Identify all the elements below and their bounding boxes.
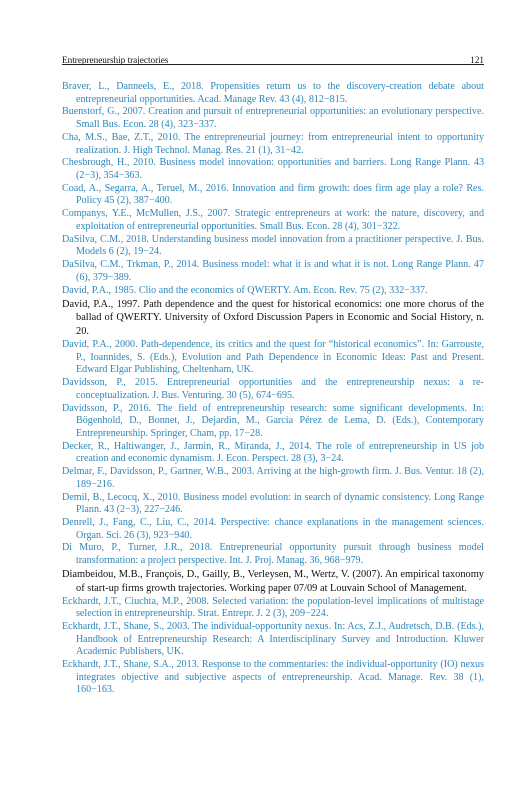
reference-entry-link[interactable]: Eckhardt, J.T., Shane, S.A., 2013. Response to the commentaries: the individual-opportunity (IO) nexus integrates objective and subjective aspects of entrepreneurship. Acad. Manage. Rev. 38 (1), 160−163. [62, 659, 484, 696]
reference-entry-link[interactable]: Denrell, J., Fang, C., Liu, C., 2014. Perspective: chance explanations in the management sciences. Organ. Sci. 26 (3), 923−940. [62, 516, 484, 541]
reference-entry-link[interactable]: Decker, R., Haltiwanger, J., Jarmin, R., Miranda, J., 2014. The role of entrepreneurship in US job creation and economic dynamism. J. Econ. Perspect. 28 (3), 3−24. [62, 440, 484, 465]
running-title: Entrepreneurship trajectories [62, 55, 169, 65]
running-header [62, 49, 484, 65]
header-rule [62, 64, 484, 65]
reference-entry-link[interactable]: Delmar, F., Davidsson, P., Gartner, W.B., 2003. Arriving at the high-growth firm. J. Bus. Ventur. 18 (2), 189−216. [62, 466, 484, 490]
reference-entry-link[interactable]: Demil, B., Lecocq, X., 2010. Business model evolution: in search of dynamic consistency. Long Range Plann. 43 (2−3), 227−246. [62, 491, 484, 516]
reference-entry-link[interactable]: Eckhardt, J.T., Ciuchta, M.P., 2008. Selected variation: the population-level implications of multistage selection in entrepreneurship. Strat. Entrepr. J. 2 (3), 209−224. [62, 595, 484, 620]
reference-entry-link[interactable]: Chesbrough, H., 2010. Business model innovation: opportunities and barriers. Long Range Plann. 43 (2−3), 354−363. [62, 157, 484, 181]
reference-entry-link[interactable]: Cha, M.S., Bae, Z.T., 2010. The entrepreneurial journey: from entrepreneurial intent to opportunity realization. J. High Technol. Manag. Res. 21 (1), 31−42. [62, 131, 484, 156]
reference-entry-link[interactable]: Coad, A., Segarra, A., Teruel, M., 2016. Innovation and firm growth: does firm age play a role? Res. Policy 45 (2), 387−400. [62, 182, 484, 207]
reference-entry-link[interactable]: Buenstorf, G., 2007. Creation and pursuit of entrepreneurial opportunities: an evolutionary perspective. Small Bus. Econ. 28 (4), 323−337. [62, 106, 484, 131]
reference-entry-link[interactable]: David, P.A., 1985. Clio and the economics of QWERTY. Am. Econ. Rev. 75 (2), 332−337. [62, 284, 428, 296]
reference-entry-link[interactable]: Davidsson, P., 2016. The field of entrepreneurship research: some significant developments. In: Bögenhold, D., Bonnet, J., Dejardin, M., Garcia Pérez de Lema, D. (Eds.), Contemporary Entrepreneurship. Springer, Cham, pp. 17−28. [62, 402, 484, 439]
reference-entry-link[interactable]: Companys, Y.E., McMullen, J.S., 2007. Strategic entrepreneurs at work: the nature, discovery, and exploitation of entrepreneurial opportunities. Small Bus. Econ. 28 (4), 301−322. [62, 208, 484, 232]
reference-entry: David, P.A., 1997. Path dependence and the quest for historical economics: one more chorus of the ballad of QWERTY. University of Oxford Discussion Papers in Economic and Social History, n. 20. [62, 298, 484, 337]
page-number: 121 [470, 55, 484, 65]
reference-entry-link[interactable]: Eckhardt, J.T., Shane, S., 2003. The individual-opportunity nexus. In: Acs, Z.J., Audretsch, D.B. (Eds.), Handbook of Entrepreneurship Research: A Interdisciplinary Survey and Introduction. Kluwer Academic Publishers, UK. [62, 621, 484, 658]
reference-entry-link[interactable]: David, P.A., 2000. Path-dependence, its critics and the quest for “historical economics”. In: Garrouste, P., Ioannides, S. (Eds.), Evolution and Path Dependence in Economic Ideas: Past and Present. Edward Elgar Publishing, Cheltenham, UK. [62, 338, 484, 376]
reference-list [62, 81, 484, 697]
reference-entry-link[interactable]: Braver, L., Danneels, E., 2018. Propensities return us to the discovery-creation debate about entrepreneurial opportunities. Acad. Manage Rev. 43 (4), 812−815. [62, 81, 484, 105]
reference-entry-link[interactable]: DaSilva, C.M., 2018. Understanding business model innovation from a practitioner perspective. J. Bus. Models 6 (2), 19−24. [62, 233, 484, 258]
reference-entry-link[interactable]: Davidsson, P., 2015. Entrepreneurial opportunities and the entrepreneurship nexus: a re-conceptualization. J. Bus. Venturing. 30 (5), 674−695. [62, 377, 484, 401]
reference-entry-link[interactable]: DaSilva, C.M., Trkman, P., 2014. Business model: what it is and what it is not. Long Range Plann. 47 (6), 379−389. [62, 259, 484, 283]
reference-entry-link[interactable]: Di Muro, P., Turner, J.R., 2018. Entrepreneurial opportunity pursuit through business model transformation: a project perspective. Int. J. Proj. Manag. 36, 968−979. [62, 542, 484, 567]
reference-entry: Diambeidou, M.B., François, D., Gailly, B., Verleysen, M., Wertz, V. (2007). An empirical taxonomy of start-up firms growth trajectories. Working paper 07/09 at Louvain School of Management. [62, 568, 484, 594]
